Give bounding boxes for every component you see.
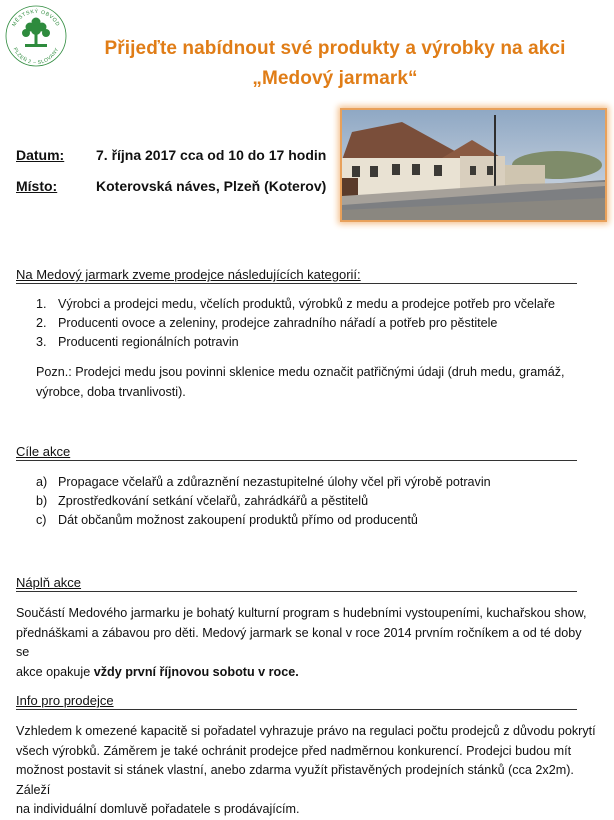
info-line: Vzhledem k omezené kapacitě si pořadatel vyhrazuje právo na regulaci počtu prodejců z důvodu pokrytí xyxy=(16,724,596,738)
program-heading xyxy=(16,575,577,592)
honey-note xyxy=(36,363,596,402)
goals-heading xyxy=(16,444,577,461)
info-heading xyxy=(16,693,577,710)
info-paragraph xyxy=(16,722,596,820)
list-item-text: Výrobci a prodejci medu, včelích produktů, výrobků z medu a prodejce potřeb pro včelaře xyxy=(58,297,556,311)
program-line: Součástí Medového jarmarku je bohatý kulturní program s hudebními vystoupeními, kuchařskou show, xyxy=(16,606,587,620)
honey-note-line: Pozn.: Prodejci medu jsou povinni sklenice medu označit patřičnými údaji (druh medu, gramáž, xyxy=(36,365,565,379)
honey-note-line: výrobce, doba trvanlivosti). xyxy=(36,384,186,399)
list-item xyxy=(36,333,555,352)
event-name: „Medový jarmark“ xyxy=(252,68,418,89)
list-item-text: Producenti regionálních potravin xyxy=(58,335,239,349)
program-line: přednáškami a zábavou pro děti. Medový jarmark se konal v roce 2014 prvním ročníkem a od té doby se xyxy=(16,625,582,659)
tree-icon xyxy=(22,18,50,48)
date-label: Datum: xyxy=(16,147,65,163)
date-value: 7. října 2017 cca od 10 do 17 hodin xyxy=(96,147,327,163)
list-item-text: Dát občanům možnost zakoupení produktů přímo od producentů xyxy=(58,513,418,527)
svg-text:PLZEŇ 2 – SLOVANY xyxy=(12,47,61,66)
place-value: Koterovská náves, Plzeň (Koterov) xyxy=(96,178,327,194)
program-line xyxy=(16,663,596,683)
list-marker: a) xyxy=(36,475,48,489)
list-item-text: Zprostředkování setkání včelařů, zahrádkářů a pěstitelů xyxy=(58,494,369,508)
categories-heading-text: Na Medový jarmark zveme prodejce následujících kategorií: xyxy=(16,267,361,282)
list-item-text: Propagace včelařů a zdůraznění nezastupitelné úlohy včel při výrobě potravin xyxy=(58,475,491,489)
program-paragraph xyxy=(16,604,596,682)
program-heading-text: Náplň akce xyxy=(16,575,82,590)
list-item xyxy=(36,473,491,492)
list-marker: 2. xyxy=(36,316,47,330)
place-label: Místo: xyxy=(16,178,58,194)
list-item xyxy=(36,511,491,530)
logo-arc-top: MĚSTSKÝ OBVOD xyxy=(11,8,61,28)
goals-list xyxy=(36,473,491,530)
village-photo xyxy=(340,108,607,222)
list-item xyxy=(36,492,491,511)
program-line-text: akce opakuje xyxy=(16,664,94,679)
info-line: na individuální domluvě pořadatele s prodávajícím. xyxy=(16,802,300,816)
list-marker: 1. xyxy=(36,297,47,311)
list-marker: c) xyxy=(36,513,47,527)
list-item xyxy=(36,314,555,333)
categories-heading xyxy=(16,267,577,284)
info-line: možnost postavit si stánek vlastní, anebo zdarma využít přistavěných prodejních stánků (cca 2x2m). Záleží xyxy=(16,763,574,797)
program-emphasis: vždy první říjnovou sobotu v roce. xyxy=(93,664,299,679)
info-line: všech výrobků. Záměrem je také ochránit prodejce před nadměrnou konkurencí. Prodejci budou mít xyxy=(16,743,572,758)
categories-list xyxy=(36,295,555,352)
list-item xyxy=(36,295,555,314)
list-marker: b) xyxy=(36,494,48,508)
logo-arc-bottom: PLZEŇ 2 – SLOVANY xyxy=(11,46,61,67)
info-heading-text: Info pro prodejce xyxy=(16,693,114,708)
page-title: Přijeďte nabídnout své produkty a výrobky na akci xyxy=(104,38,566,59)
place-row xyxy=(16,178,346,196)
district-logo xyxy=(4,4,68,68)
date-row xyxy=(16,147,346,165)
list-marker: 3. xyxy=(36,335,47,349)
list-item-text: Producenti ovoce a zeleniny, prodejce zahradního nářadí a potřeb pro pěstitele xyxy=(58,316,498,330)
goals-heading-text: Cíle akce xyxy=(16,444,71,459)
